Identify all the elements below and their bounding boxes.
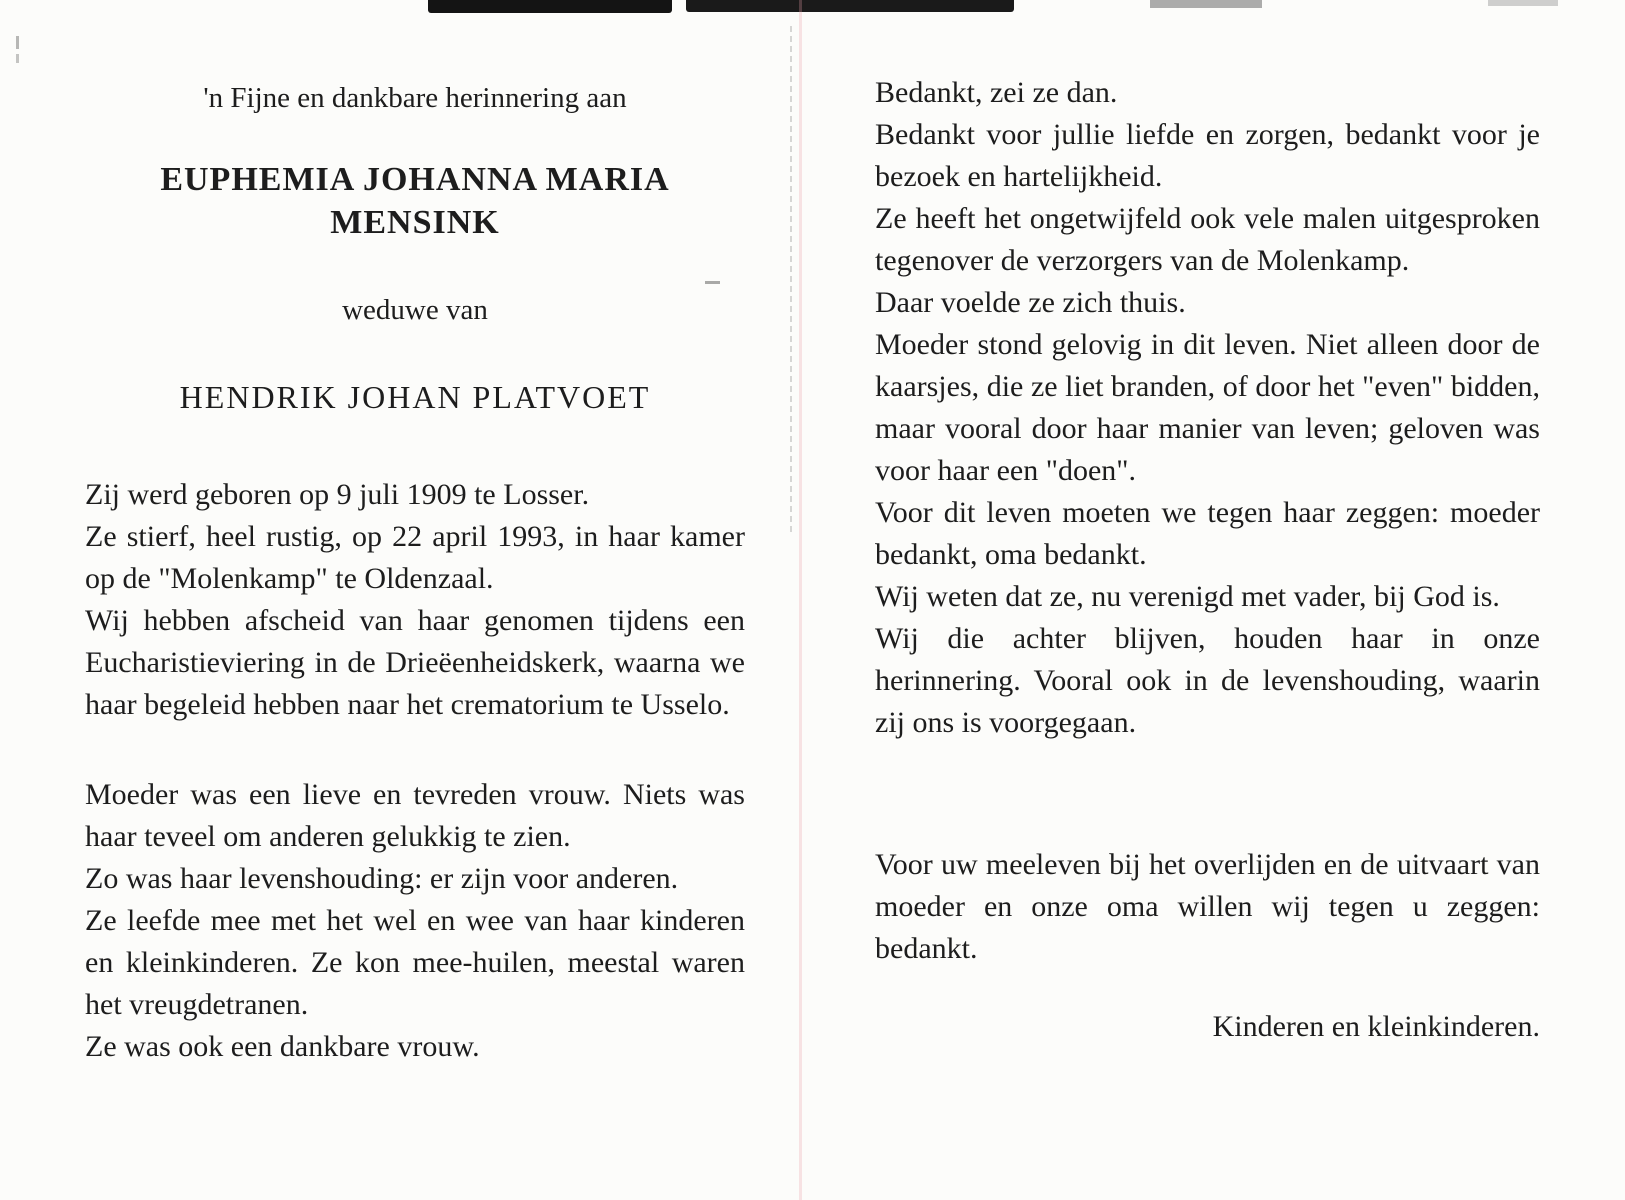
thanks-sentence: Bedankt, zei ze dan. [875, 76, 1118, 109]
biography-sentence: Zo was haar levenshouding: er zijn voor anderen. [85, 862, 679, 895]
signature-text: Kinderen en kleinkinderen. [1212, 1010, 1540, 1043]
relation-text: weduwe van [342, 294, 488, 326]
scan-artifact-top-bar [1488, 0, 1558, 6]
biography-sentence: Ze stierf, heel rustig, op 22 april 1993, in haar kamer op de "Molenkamp" te Oldenzaal. [85, 520, 745, 595]
thanks-sentence: Voor dit leven moeten we tegen haar zeggen: moeder bedankt, oma bedankt. [875, 496, 1540, 571]
scan-artifact-top-bar [686, 0, 1014, 12]
condolence-thanks-sentence: Voor uw meeleven bij het overlijden en de uitvaart van moeder en onze oma willen wij tegen u zeggen: bedankt. [875, 848, 1540, 965]
scan-artifact-top-bar [428, 0, 672, 13]
deceased-name [85, 159, 745, 244]
scan-artifact-pink-line [799, 0, 802, 1200]
biography-sentence: Ze leefde mee met het wel en wee van haar kinderen en kleinkinderen. Ze kon mee-huilen, meestal waren het vreugdetranen. [85, 904, 745, 1021]
left-page [85, 72, 745, 1068]
thanks-sentence: Wij die achter blijven, houden haar in onze herinnering. Vooral ook in de levenshouding, waarin zij ons is voorgegaan. [875, 622, 1540, 739]
condolence-thanks-block [875, 844, 1540, 970]
thanks-sentence: Bedankt voor jullie liefde en zorgen, bedankt voor je bezoek en hartelijkheid. [875, 118, 1540, 193]
scan-artifact-edge-mark [16, 54, 19, 63]
deceased-name-line-1: EUPHEMIA JOHANNA MARIA [160, 161, 670, 198]
biography-block-2 [85, 774, 745, 1068]
spouse-name: HENDRIK JOHAN PLATVOET [179, 379, 651, 415]
right-page [875, 72, 1540, 1048]
memorial-intro-text: 'n Fijne en dankbare herinnering aan [203, 82, 627, 114]
thanks-sentence: Wij weten dat ze, nu verenigd met vader, bij God is. [875, 580, 1500, 613]
biography-sentence: Zij werd geboren op 9 juli 1909 te Losser. [85, 478, 590, 511]
deceased-name-line-2: MENSINK [330, 203, 500, 241]
thanks-sentence: Ze heeft het ongetwijfeld ook vele malen uitgesproken tegenover de verzorgers van de Molenkamp. [875, 202, 1540, 277]
scan-artifact-top-bar [1150, 0, 1262, 8]
thanks-block-1 [875, 72, 1540, 744]
biography-block-1 [85, 474, 745, 726]
biography-sentence: Ze was ook een dankbare vrouw. [85, 1030, 480, 1063]
thanks-sentence: Moeder stond gelovig in dit leven. Niet alleen door de kaarsjes, die ze liet branden, of door het "even" bidden, maar vooral door haar manier van leven; geloven was voor haar een "doen". [875, 328, 1540, 487]
page-fold-line [790, 26, 792, 532]
scan-artifact-edge-mark [16, 36, 19, 49]
biography-sentence: Wij hebben afscheid van haar genomen tijdens een Eucharistieviering in de Drieëenheidskerk, waarna we haar begeleid hebben naar het crematorium te Usselo. [85, 604, 745, 721]
biography-sentence: Moeder was een lieve en tevreden vrouw. Niets was haar teveel om anderen gelukkig te zien. [85, 778, 745, 853]
thanks-sentence: Daar voelde ze zich thuis. [875, 286, 1186, 319]
